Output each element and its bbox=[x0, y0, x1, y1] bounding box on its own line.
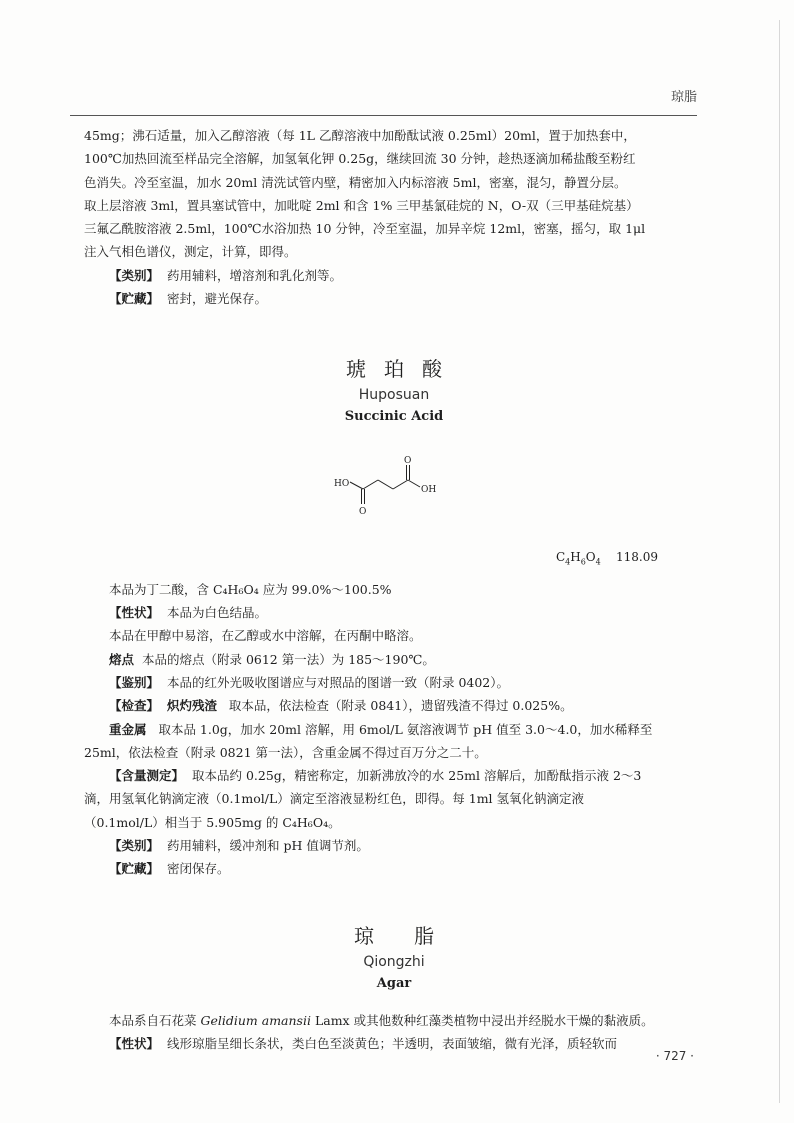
structure-figure bbox=[84, 428, 704, 546]
assay-section: 【含量测定】 取本品约 0.25g，精密称定，加新沸放冷的水 25ml 溶解后，加酚酞指示液 2～3 滴，用氢氧化钠滴定液（0.1mol/L）滴定至溶液显粉红色，即得。每 1ml 氢氧化钠滴定液 （0.1mol/L）相当于 5.905mg 的 C₄H₆O₄。 bbox=[84, 764, 704, 834]
running-head bbox=[0, 72, 794, 116]
continued-paragraph bbox=[84, 124, 704, 264]
agar-source: 本品系自石花菜 Gelidium amansii Lamx 或其他数种红藻类植物中浸出并经脱水干燥的黏液质。 bbox=[109, 1012, 654, 1028]
latin-name: Gelidium amansii bbox=[200, 1012, 311, 1028]
melting-point: 熔点 本品的熔点（附录 0612 第一法）为 185～190℃。 bbox=[109, 651, 435, 667]
text-line: 45mg；沸石适量，加入乙醇溶液（每 1L 乙醇溶液中加酚酞试液 0.25ml）20ml，置于加热套中， bbox=[84, 128, 636, 143]
text-line: 100℃加热回流至样品完全溶解，加氢氧化钾 0.25g，继续回流 30 分钟，趁热逐滴加稀盐酸至粉红 bbox=[84, 151, 636, 167]
text-line: 三氟乙酰胺溶液 2.5ml，100℃水浴加热 10 分钟，冷至室温，加异辛烷 12ml，密塞，摇匀，取 1μl bbox=[84, 221, 646, 237]
structure-label-ho: HO bbox=[334, 479, 350, 490]
text-line: 25ml，依法检查（附录 0821 第一法），含重金属不得过百万分之二十。 bbox=[84, 744, 487, 760]
molecular-formula: $C_4H_6O_4$ 118.09 bbox=[555, 550, 658, 567]
structure-label-o-top: O bbox=[404, 456, 412, 467]
text-line: 取上层溶液 3ml，置具塞试管中，加吡啶 2ml 和含 1% 三甲基氯硅烷的 N，O-双（三甲基硅烷基） bbox=[84, 197, 639, 213]
identification-section: 【鉴别】 本品的红外光吸收图谱应与对照品的图谱一致（附录 0402）。 bbox=[109, 674, 510, 690]
monograph-title-zh: 琼脂 bbox=[354, 923, 474, 948]
monograph-title-pinyin: Qiongzhi bbox=[363, 953, 425, 970]
monograph-title-pinyin: Huposuan bbox=[358, 387, 430, 404]
character-section: 【性状】 本品为白色结晶。 bbox=[109, 605, 267, 621]
monograph-title-en: Succinic Acid bbox=[344, 409, 444, 425]
solubility-text: 本品在甲醇中易溶，在乙醇或水中溶解，在丙酮中略溶。 bbox=[109, 628, 422, 644]
succinic-acid-structure bbox=[332, 436, 442, 516]
molecular-weight: 118.09 bbox=[616, 550, 658, 565]
text-line: 注入气相色谱仪，测定，计算，即得。 bbox=[84, 244, 297, 260]
category-section: 【类别】 药用辅料，缓冲剂和 pH 值调节剂。 bbox=[109, 838, 369, 854]
text-line: 滴，用氢氧化钠滴定液（0.1mol/L）滴定至溶液显粉红色，即得。每 1ml 氢氧化钠滴定液 bbox=[84, 791, 585, 807]
content-statement: 本品为丁二酸，含 C₄H₆O₄ 应为 99.0%～100.5% bbox=[109, 581, 392, 597]
heavy-metal-section: 重金属 取本品 1.0g，加水 20ml 溶解，用 6mol/L 氨溶液调节 pH 值至 3.0～4.0，加水稀释至 25ml，依法检查（附录 0821 第一法），含重金属不得过百万分之二十。 bbox=[84, 718, 704, 765]
agar-character: 【性状】 线形琼脂呈细长条状，类白色至淡黄色；半透明，表面皱缩，微有光泽，质轻软而 bbox=[109, 1035, 617, 1051]
text-line: 色消失。冷至室温，加水 20ml 清洗试管内壁，精密加入内标溶液 5ml，密塞，混匀，静置分层。 bbox=[84, 174, 627, 190]
monograph-title-en: Agar bbox=[376, 975, 412, 991]
structure-label-oh: OH bbox=[421, 485, 437, 496]
page-edge bbox=[779, 20, 780, 1103]
structure-label-o-bottom: O bbox=[359, 507, 367, 517]
continued-category: 【类别】 药用辅料，增溶剂和乳化剂等。 bbox=[109, 267, 342, 283]
check-section: 【检查】 炽灼残渣 取本品，依法检查（附录 0841），遗留残渣不得过 0.025%。 bbox=[109, 698, 573, 714]
running-head-rule bbox=[70, 115, 697, 116]
storage-section: 【贮藏】 密闭保存。 bbox=[109, 861, 230, 877]
continued-storage: 【贮藏】 密封，避光保存。 bbox=[109, 291, 267, 307]
page-number: · 727 · bbox=[655, 1049, 694, 1063]
monograph-title-zh: 琥珀酸 bbox=[346, 357, 460, 382]
running-head-title: 琼脂 bbox=[670, 90, 697, 105]
page-body bbox=[84, 124, 704, 1055]
text-line: （0.1mol/L）相当于 5.905mg 的 C₄H₆O₄。 bbox=[84, 814, 341, 830]
